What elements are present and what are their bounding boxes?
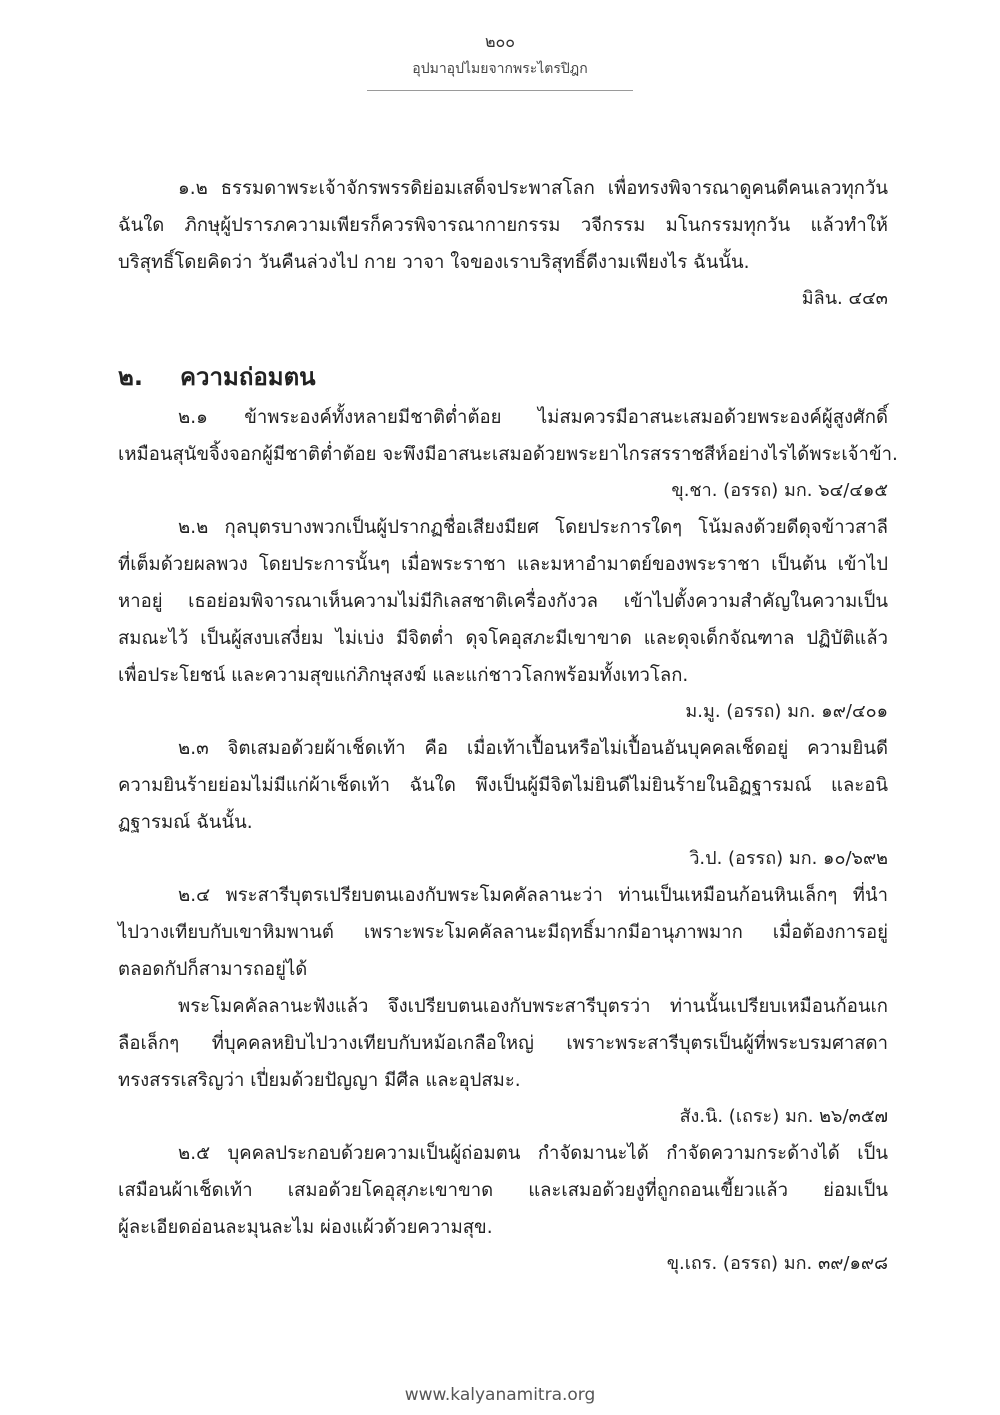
paragraph-1-2 <box>118 170 888 281</box>
text-line: สมณะไว้ เป็นผู้สงบเสงี่ยม ไม่เบ่ง มีจิตต่ำ ดุจโคอุสภะมีเขาขาด และดุจเด็กจัณฑาล ปฏิบัติแล้ว <box>118 628 888 649</box>
text-line: เสมือนผ้าเช็ดเท้า เสมอด้วยโคอุสุภะเขาขาด และเสมอด้วยงูที่ถูกถอนเขี้ยวแล้ว ย่อมเป็น <box>118 1180 888 1201</box>
text-line: ๑.๒ ธรรมดาพระเจ้าจักรพรรดิย่อมเสด็จประพาสโลก เพื่อทรงพิจารณาดูคนดีคนเลวทุกวัน <box>178 178 888 199</box>
book-title: อุปมาอุปไมยจากพระไตรปิฎก <box>412 61 588 77</box>
paragraph-2-4 <box>118 877 888 988</box>
text-line: ที่เต็มด้วยผลพวง โดยประการนั้นๆ เมื่อพระราชา และมหาอำมาตย์ของพระราชา เป็นต้น เข้าไป <box>118 554 888 575</box>
text-line: ไปวางเทียบกับเขาหิมพานต์ เพราะพระโมคคัลลานะมีฤทธิ์มากมีอานุภาพมาก เมื่อต้องการอยู่ <box>118 922 888 943</box>
text-line: ลือเล็กๆ ที่บุคคลหยิบไปวางเทียบกับหม้อเกลือใหญ่ เพราะพระสารีบุตรเป็นผู้ที่พระบรมศาสดา <box>118 1033 888 1054</box>
paragraph-2-4-continued <box>118 988 888 1099</box>
section-number: ๒. <box>118 363 143 391</box>
reference-citation: มิลิน. ๔๔๓ <box>801 288 888 309</box>
reference-citation: สัง.นิ. (เถระ) มก. ๒๖/๓๕๗ <box>679 1106 888 1127</box>
text-line: พระโมคคัลลานะฟังแล้ว จึงเปรียบตนเองกับพระสารีบุตรว่า ท่านนั้นเปรียบเหมือนก้อนเก <box>178 996 888 1017</box>
reference-citation: วิ.ป. (อรรถ) มก. ๑๐/๖๙๒ <box>689 848 888 869</box>
text-line: ฉันใด ภิกษุผู้ปรารภความเพียรก็ควรพิจารณากายกรรม วจีกรรม มโนกรรมทุกวัน แล้วทำให้ <box>118 215 888 236</box>
paragraph-2-5 <box>118 1135 888 1246</box>
section-heading <box>118 357 888 397</box>
text-line: เหมือนสุนัขจิ้งจอกผู้มีชาติต่ำต้อย จะพึงมีอาสนะเสมอด้วยพระยาไกรสรราชสีห์อย่างไรได้พระเจ้าข้า. <box>118 444 898 465</box>
text-line: ๒.๑ ข้าพระองค์ทั้งหลายมีชาติต่ำต้อย ไม่สมควรมีอาสนะเสมอด้วยพระองค์ผู้สูงศักดิ์ <box>178 407 888 428</box>
paragraph-2-3 <box>118 730 888 841</box>
text-line: ผู้ละเอียดอ่อนละมุนละไม ผ่องแผ้วด้วยความสุข. <box>118 1217 493 1238</box>
page-number: ๒๐๐ <box>484 32 516 51</box>
text-line: ตลอดกัปก็สามารถอยู่ได้ <box>118 959 308 980</box>
text-line: บริสุทธิ์โดยคิดว่า วันคืนล่วงไป กาย วาจา ใจของเราบริสุทธิ์ดีงามเพียงไร ฉันนั้น. <box>118 252 750 273</box>
footer-website: www.kalyanamitra.org <box>404 1385 596 1405</box>
text-line: ๒.๓ จิตเสมอด้วยผ้าเช็ดเท้า คือ เมื่อเท้าเปื้อนหรือไม่เปื้อนอันบุคคลเช็ดอยู่ ความยินดี <box>178 738 888 759</box>
text-line: ฏฐารมณ์ ฉันนั้น. <box>118 812 253 833</box>
paragraph-2-2 <box>118 509 888 694</box>
text-line: เพื่อประโยชน์ และความสุขแก่ภิกษุสงฆ์ และแก่ชาวโลกพร้อมทั้งเทวโลก. <box>118 665 689 686</box>
text-line: ๒.๕ บุคคลประกอบด้วยความเป็นผู้ถ่อมตน กำจัดมานะได้ กำจัดความกระด้างได้ เป็น <box>178 1143 888 1164</box>
reference-citation: ขุ.เถร. (อรรถ) มก. ๓๙/๑๙๘ <box>666 1253 888 1274</box>
text-line: ความยินร้ายย่อมไม่มีแก่ผ้าเช็ดเท้า ฉันใด พึงเป็นผู้มีจิตไม่ยินดีไม่ยินร้ายในอิฏฐารมณ์ และอนิ <box>118 775 888 796</box>
text-line: ๒.๔ พระสารีบุตรเปรียบตนเองกับพระโมคคัลลานะว่า ท่านเป็นเหมือนก้อนหินเล็กๆ ที่นำ <box>178 885 888 906</box>
text-line: ๒.๒ กุลบุตรบางพวกเป็นผู้ปรากฏชื่อเสียงมียศ โดยประการใดๆ โน้มลงด้วยดีดุจข้าวสาลี <box>178 517 888 538</box>
page-header <box>0 30 1000 91</box>
reference-citation: ม.มู. (อรรถ) มก. ๑๙/๔๐๑ <box>685 701 888 722</box>
header-divider <box>367 90 633 91</box>
page-content <box>118 170 898 1282</box>
section-title: ความถ่อมตน <box>180 363 316 391</box>
paragraph-2-1 <box>118 399 898 473</box>
text-line: ทรงสรรเสริญว่า เปี่ยมด้วยปัญญา มีศีล และอุปสมะ. <box>118 1070 521 1091</box>
text-line: หาอยู่ เธอย่อมพิจารณาเห็นความไม่มีกิเลสชาติเครื่องกังวล เข้าไปตั้งความสำคัญในความเป็น <box>118 591 888 612</box>
reference-citation: ขุ.ชา. (อรรถ) มก. ๖๔/๔๑๕ <box>671 480 888 501</box>
